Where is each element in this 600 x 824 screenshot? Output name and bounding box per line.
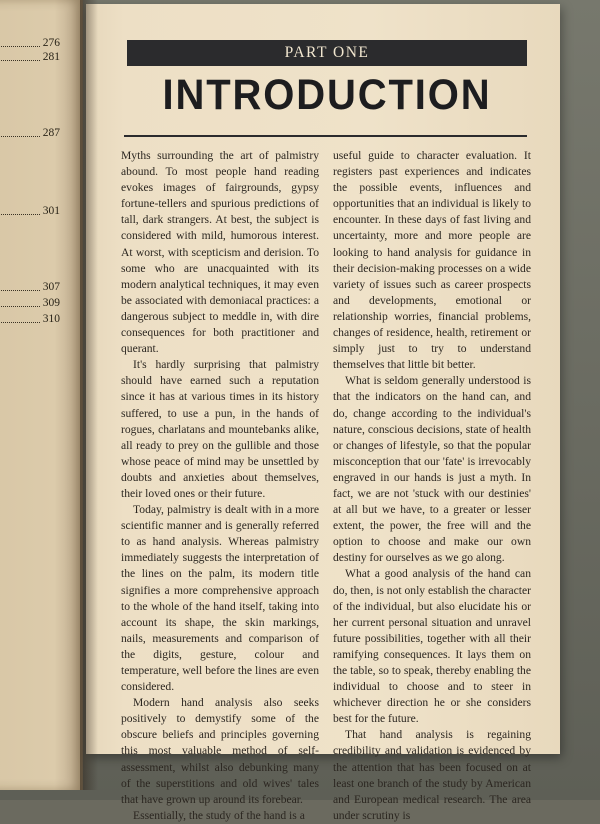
paragraph: Today, palmistry is dealt with in a more scientific manner and is generally referred to as hand analysis. Whereas palmistry immediately suggests the interpretation of the lines on the palm, its modern title signifies a more comprehensive approach to the whole of the hand itself, taking into account its shape, the skin markings, nails, measurements and comparison of the digits, gesture, colour and temperature, well before the lines are even considered. [121,503,319,694]
toc-page-number: 309 [42,297,60,309]
leader-dots [0,305,40,307]
leader-dots [0,289,40,291]
toc-page-number: 281 [42,51,60,63]
paragraph: Essentially, the study of the hand is a [133,808,305,822]
part-banner [127,40,527,66]
paragraph: It's hardly surprising that palmistry should have earned such a reputation since it has at various times in its history suffered, to use a pun, in the hands of rogues, charlatans and mountebanks alike, all ready to prey on the gullible and those whose peace of mind may be unsettled by doubts and anxieties about themselves, their loved ones or their future. [121,358,319,500]
leader-dots [0,45,40,47]
leader-dots [0,213,40,215]
toc-entry [0,50,60,64]
book-gutter [80,0,98,790]
toc-entry [0,296,60,310]
leader-dots [0,59,40,61]
title-divider [124,135,527,137]
paragraph: Modern hand analysis also seeks positively to demystify some of the obscure beliefs and principles governing this most valuable method of self-assessment, whilst also debunking many of the superstitions and old wives' tales that have grown up around its forebear. [121,696,319,806]
toc-entry [0,36,60,50]
paragraph: That hand analysis is regaining credibility and validation is evidenced by the attention that has been focused on at least one branch of the study by American and European medical research. The area under scrutiny is [333,728,531,822]
part-label: PART ONE [284,44,370,61]
left-page [0,0,83,790]
toc-entry [0,126,60,140]
toc-page-number: 307 [42,281,60,293]
right-text-column [333,148,531,824]
toc-entry [0,312,60,326]
chapter-title: INTRODUCTION [162,71,492,119]
paragraph: What a good analysis of the hand can do, then, is not only establish the character of the individual, but also elucidate his or her current personal situation and unravel future possibilities, together with all their ramifying consequences. It lays them on the table, so to speak, thereby enabling the individual to choose and to steer in whichever direction he or she considers best for the future. [333,567,532,726]
toc-entry [0,204,60,218]
paragraph: Myths surrounding the art of palmistry abound. To most people hand reading evokes images of fairgrounds, gypsy fortune-tellers and spurious predictions of tall, dark strangers. At best, the subject is considered with mild, humorous interest. At worst, with scepticism and derision. To some who are unacquainted with its modern analytical techniques, it may even be associated with demoniacal practices: a dangerous subject to meddle in, with dire consequences for both practitioner and querant. [121,149,319,356]
paragraph: What is seldom generally understood is that the indicators on the hand can, and do, change according to the individual's nature, conscious decisions, state of health or changes of lifestyle, so that the popular misconception that our 'fate' is irrevocably engraved in our hands is just a myth. In fact, we are not 'stuck with our destinies' at all but we have, to a greater or lesser extent, the power, the free will and the option to choose and make our own destiny for ourselves as we go along. [333,374,531,565]
leader-dots [0,321,40,323]
left-text-column [121,148,319,824]
paragraph: useful guide to character evaluation. It registers past experiences and indicates the possible events, influences and opportunities that an individual is likely to encounter. In these days of fast living and uncertainty, more and more people are looking to hand analysis for guidance in their decision-making processes on a wide variety of issues such as career prospects and developments, emotional or relationship worries, financial problems, changes of residence, health, retirement or simply just to try to understand themselves that little bit better. [333,149,531,372]
toc-page-number: 287 [42,127,60,139]
leader-dots [0,135,40,137]
toc-page-number: 310 [42,313,60,325]
toc-entry [0,280,60,294]
toc-page-number: 276 [42,37,60,49]
toc-page-number: 301 [42,205,60,217]
